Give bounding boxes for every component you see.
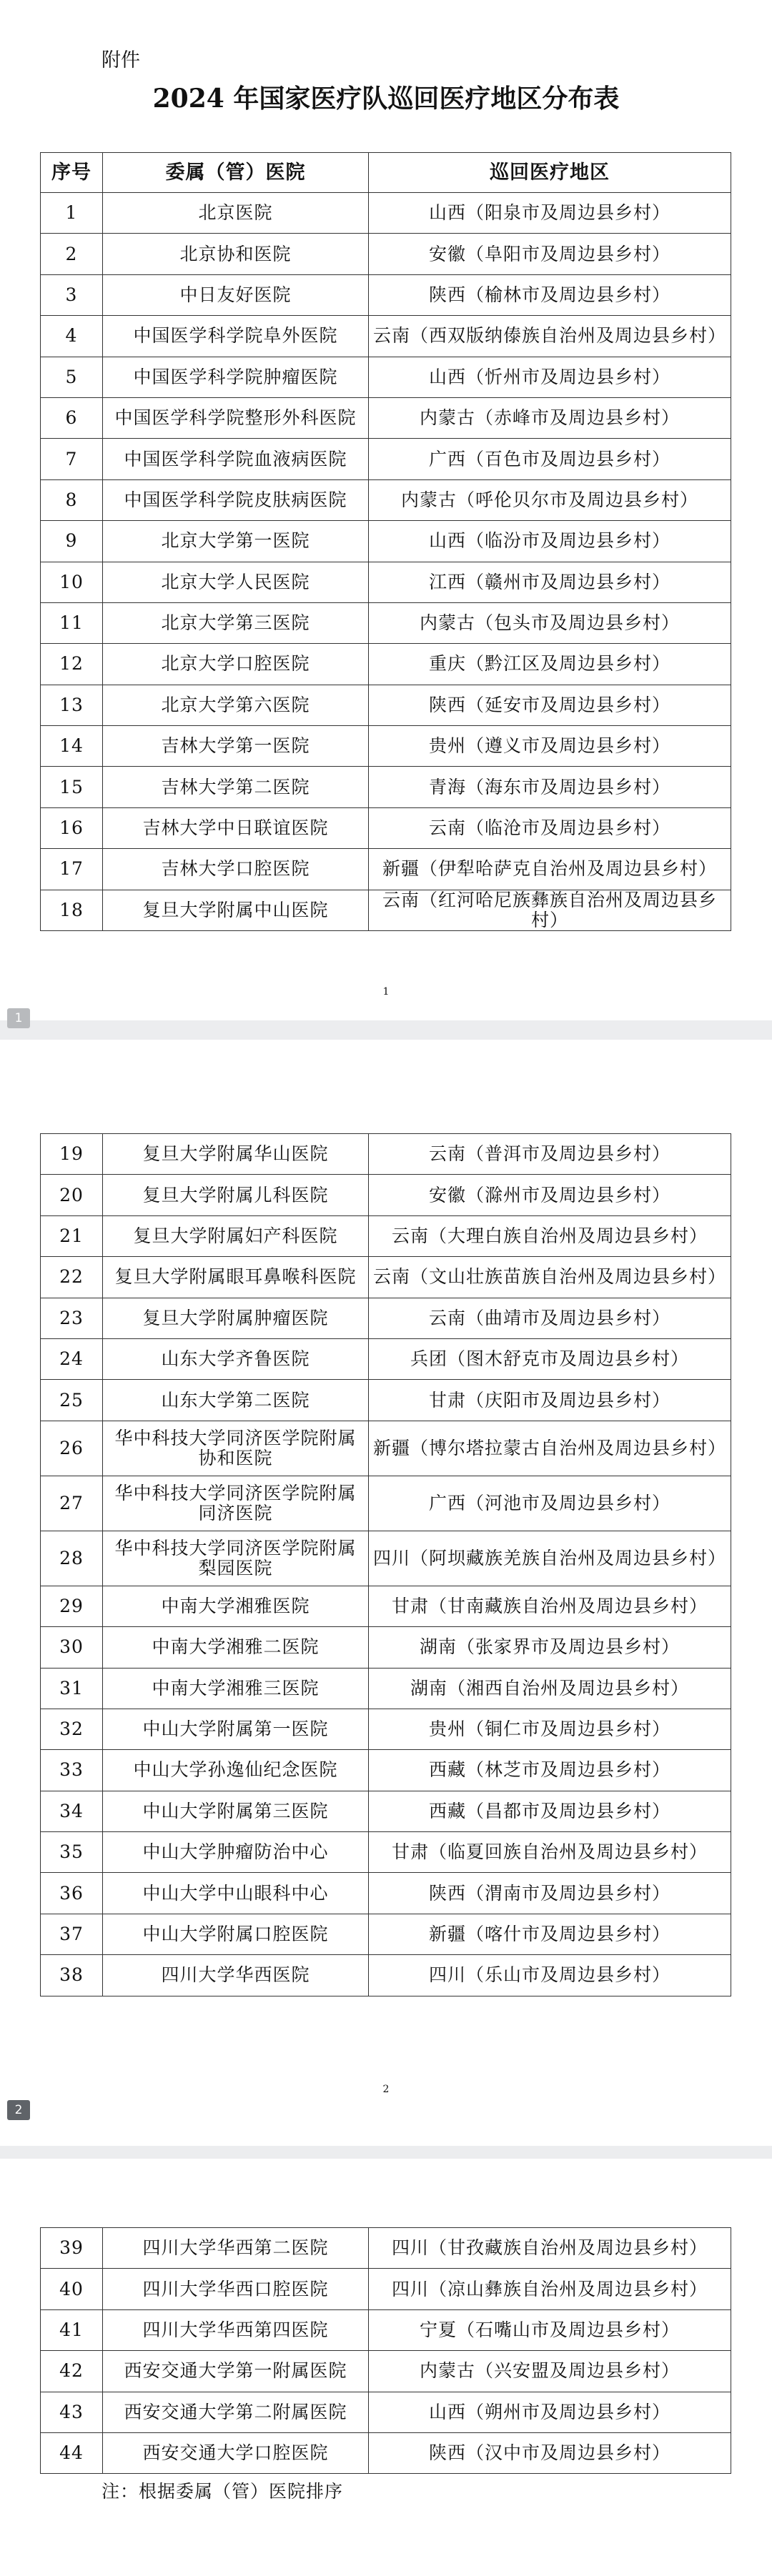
row-region: 湖南（湘西自治州及周边县乡村） — [369, 1668, 731, 1709]
table-row — [41, 397, 731, 438]
table-row — [41, 726, 731, 767]
row-region: 山西（忻州市及周边县乡村） — [369, 357, 731, 397]
row-hospital: 四川大学华西第二医院 — [103, 2228, 369, 2269]
row-hospital: 中南大学湘雅医院 — [103, 1586, 369, 1626]
row-region: 湖南（张家界市及周边县乡村） — [369, 1627, 731, 1668]
table-row — [41, 1709, 731, 1749]
row-region: 内蒙古（呼伦贝尔市及周边县乡村） — [369, 479, 731, 520]
table-row — [41, 357, 731, 397]
table-row — [41, 1627, 731, 1668]
row-region: 山西（朔州市及周边县乡村） — [369, 2392, 731, 2432]
row-region: 陕西（延安市及周边县乡村） — [369, 685, 731, 725]
row-hospital: 山东大学第二医院 — [103, 1380, 369, 1421]
row-region: 青海（海东市及周边县乡村） — [369, 767, 731, 807]
row-index: 7 — [41, 439, 103, 479]
row-index: 23 — [41, 1298, 103, 1338]
row-hospital: 西安交通大学第一附属医院 — [103, 2351, 369, 2392]
row-index: 40 — [41, 2269, 103, 2309]
table-row — [41, 767, 731, 807]
row-region: 广西（河池市及周边县乡村） — [369, 1476, 731, 1531]
table-row — [41, 193, 731, 234]
distribution-table-part-3 — [40, 2227, 731, 2474]
row-hospital: 吉林大学第一医院 — [103, 726, 369, 767]
row-index: 22 — [41, 1257, 103, 1298]
row-region: 江西（赣州市及周边县乡村） — [369, 562, 731, 602]
table-row — [41, 1134, 731, 1175]
row-region: 山西（阳泉市及周边县乡村） — [369, 193, 731, 234]
row-index: 27 — [41, 1476, 103, 1531]
table-row — [41, 316, 731, 357]
row-region: 云南（大理白族自治州及周边县乡村） — [369, 1215, 731, 1256]
row-hospital: 四川大学华西口腔医院 — [103, 2269, 369, 2309]
row-index: 4 — [41, 316, 103, 357]
row-index: 24 — [41, 1338, 103, 1379]
table-row — [41, 1421, 731, 1476]
table-row — [41, 602, 731, 643]
table-row — [41, 644, 731, 685]
table-row — [41, 2269, 731, 2309]
table-row — [41, 807, 731, 848]
table-row — [41, 890, 731, 930]
table-row — [41, 2309, 731, 2350]
row-hospital: 中山大学附属第一医院 — [103, 1709, 369, 1749]
row-region: 内蒙古（兴安盟及周边县乡村） — [369, 2351, 731, 2392]
table-row — [41, 1380, 731, 1421]
row-hospital: 北京大学口腔医院 — [103, 644, 369, 685]
table-row — [41, 521, 731, 562]
row-hospital: 北京大学第三医院 — [103, 602, 369, 643]
table-row — [41, 1955, 731, 1996]
row-hospital: 西安交通大学第二附属医院 — [103, 2392, 369, 2432]
table-row — [41, 1338, 731, 1379]
row-hospital: 北京协和医院 — [103, 234, 369, 274]
attachment-label: 附件 — [102, 49, 140, 71]
row-region: 新疆（伊犁哈萨克自治州及周边县乡村） — [369, 849, 731, 890]
table-note: 注：根据委属（管）医院排序 — [102, 2481, 344, 2502]
row-region: 新疆（喀什市及周边县乡村） — [369, 1914, 731, 1954]
row-region: 陕西（汉中市及周边县乡村） — [369, 2432, 731, 2473]
row-index: 13 — [41, 685, 103, 725]
row-index: 39 — [41, 2228, 103, 2269]
row-hospital: 中南大学湘雅二医院 — [103, 1627, 369, 1668]
row-region: 重庆（黔江区及周边县乡村） — [369, 644, 731, 685]
row-hospital: 北京大学第一医院 — [103, 521, 369, 562]
row-region: 云南（曲靖市及周边县乡村） — [369, 1298, 731, 1338]
row-region: 甘肃（甘南藏族自治州及周边县乡村） — [369, 1586, 731, 1626]
row-hospital: 中国医学科学院肿瘤医院 — [103, 357, 369, 397]
row-region: 贵州（遵义市及周边县乡村） — [369, 726, 731, 767]
row-hospital: 复旦大学附属华山医院 — [103, 1134, 369, 1175]
table-row — [41, 234, 731, 274]
row-index: 6 — [41, 397, 103, 438]
row-index: 9 — [41, 521, 103, 562]
row-hospital: 中国医学科学院皮肤病医院 — [103, 479, 369, 520]
row-region: 宁夏（石嘴山市及周边县乡村） — [369, 2309, 731, 2350]
row-index: 14 — [41, 726, 103, 767]
row-index: 38 — [41, 1955, 103, 1996]
row-hospital: 中山大学附属口腔医院 — [103, 1914, 369, 1954]
row-index: 44 — [41, 2432, 103, 2473]
row-region: 陕西（渭南市及周边县乡村） — [369, 1873, 731, 1914]
row-index: 17 — [41, 849, 103, 890]
table-row — [41, 1215, 731, 1256]
row-hospital: 华中科技大学同济医学院附属梨园医院 — [103, 1531, 369, 1586]
row-region: 四川（阿坝藏族羌族自治州及周边县乡村） — [369, 1531, 731, 1586]
row-region: 云南（临沧市及周边县乡村） — [369, 807, 731, 848]
row-hospital: 复旦大学附属眼耳鼻喉科医院 — [103, 1257, 369, 1298]
row-hospital: 中山大学附属第三医院 — [103, 1791, 369, 1831]
table-row — [41, 2228, 731, 2269]
row-index: 18 — [41, 890, 103, 930]
row-hospital: 中国医学科学院整形外科医院 — [103, 397, 369, 438]
column-header-hospital: 委属（管）医院 — [103, 153, 369, 193]
column-header-index: 序号 — [41, 153, 103, 193]
row-region: 安徽（阜阳市及周边县乡村） — [369, 234, 731, 274]
row-hospital: 复旦大学附属妇产科医院 — [103, 1215, 369, 1256]
row-region: 广西（百色市及周边县乡村） — [369, 439, 731, 479]
table-row — [41, 439, 731, 479]
table-row — [41, 1298, 731, 1338]
row-hospital: 复旦大学附属肿瘤医院 — [103, 1298, 369, 1338]
column-header-region: 巡回医疗地区 — [369, 153, 731, 193]
row-index: 26 — [41, 1421, 103, 1476]
row-index: 29 — [41, 1586, 103, 1626]
table-row — [41, 1175, 731, 1215]
row-region: 四川（甘孜藏族自治州及周边县乡村） — [369, 2228, 731, 2269]
row-index: 32 — [41, 1709, 103, 1749]
table-row — [41, 685, 731, 725]
table-row — [41, 1832, 731, 1873]
row-region: 甘肃（临夏回族自治州及周边县乡村） — [369, 1832, 731, 1873]
table-row — [41, 1791, 731, 1831]
row-index: 3 — [41, 274, 103, 315]
row-index: 19 — [41, 1134, 103, 1175]
page-number: 2 — [382, 2084, 390, 2095]
table-row — [41, 479, 731, 520]
row-hospital: 西安交通大学口腔医院 — [103, 2432, 369, 2473]
row-region: 陕西（榆林市及周边县乡村） — [369, 274, 731, 315]
distribution-table-part-2 — [40, 1133, 731, 1996]
row-region: 云南（西双版纳傣族自治州及周边县乡村） — [369, 316, 731, 357]
row-region: 新疆（博尔塔拉蒙古自治州及周边县乡村） — [369, 1421, 731, 1476]
row-hospital: 华中科技大学同济医学院附属协和医院 — [103, 1421, 369, 1476]
table-row — [41, 562, 731, 602]
table-row — [41, 1257, 731, 1298]
row-region: 贵州（铜仁市及周边县乡村） — [369, 1709, 731, 1749]
row-index: 30 — [41, 1627, 103, 1668]
page-number: 1 — [382, 986, 390, 998]
row-hospital: 华中科技大学同济医学院附属同济医院 — [103, 1476, 369, 1531]
row-index: 2 — [41, 234, 103, 274]
row-region: 内蒙古（包头市及周边县乡村） — [369, 602, 731, 643]
row-index: 37 — [41, 1914, 103, 1954]
row-index: 28 — [41, 1531, 103, 1586]
row-index: 10 — [41, 562, 103, 602]
row-hospital: 中国医学科学院血液病医院 — [103, 439, 369, 479]
row-index: 11 — [41, 602, 103, 643]
row-hospital: 北京大学人民医院 — [103, 562, 369, 602]
table-row — [41, 849, 731, 890]
row-region: 云南（红河哈尼族彝族自治州及周边县乡村） — [369, 890, 731, 930]
page-2 — [0, 1040, 772, 2146]
table-header-row — [41, 153, 731, 193]
table-row — [41, 1531, 731, 1586]
row-index: 33 — [41, 1750, 103, 1791]
row-hospital: 中南大学湘雅三医院 — [103, 1668, 369, 1709]
page-1 — [0, 0, 772, 1025]
row-region: 四川（凉山彝族自治州及周边县乡村） — [369, 2269, 731, 2309]
row-index: 12 — [41, 644, 103, 685]
table-row — [41, 1586, 731, 1626]
table-row — [41, 1873, 731, 1914]
row-region: 安徽（滁州市及周边县乡村） — [369, 1175, 731, 1215]
row-index: 31 — [41, 1668, 103, 1709]
row-hospital: 吉林大学中日联谊医院 — [103, 807, 369, 848]
table-row — [41, 1914, 731, 1954]
row-region: 山西（临汾市及周边县乡村） — [369, 521, 731, 562]
row-hospital: 中山大学孙逸仙纪念医院 — [103, 1750, 369, 1791]
row-region: 甘肃（庆阳市及周边县乡村） — [369, 1380, 731, 1421]
row-hospital: 北京大学第六医院 — [103, 685, 369, 725]
page-3 — [0, 2159, 772, 2576]
row-index: 34 — [41, 1791, 103, 1831]
page-badge[interactable]: 1 — [7, 1008, 30, 1028]
row-hospital: 复旦大学附属儿科医院 — [103, 1175, 369, 1215]
row-index: 43 — [41, 2392, 103, 2432]
row-region: 兵团（图木舒克市及周边县乡村） — [369, 1338, 731, 1379]
distribution-table-part-1 — [40, 152, 731, 931]
row-region: 云南（文山壮族苗族自治州及周边县乡村） — [369, 1257, 731, 1298]
row-index: 42 — [41, 2351, 103, 2392]
row-index: 41 — [41, 2309, 103, 2350]
document-title: 2024 年国家医疗队巡回医疗地区分布表 — [152, 84, 620, 114]
row-index: 20 — [41, 1175, 103, 1215]
row-hospital: 四川大学华西第四医院 — [103, 2309, 369, 2350]
row-hospital: 复旦大学附属中山医院 — [103, 890, 369, 930]
row-index: 21 — [41, 1215, 103, 1256]
row-index: 25 — [41, 1380, 103, 1421]
row-index: 36 — [41, 1873, 103, 1914]
row-index: 8 — [41, 479, 103, 520]
row-hospital: 四川大学华西医院 — [103, 1955, 369, 1996]
table-row — [41, 1668, 731, 1709]
row-hospital: 中日友好医院 — [103, 274, 369, 315]
row-region: 云南（普洱市及周边县乡村） — [369, 1134, 731, 1175]
row-index: 15 — [41, 767, 103, 807]
table-row — [41, 1476, 731, 1531]
page-badge[interactable]: 2 — [7, 2100, 30, 2120]
row-region: 内蒙古（赤峰市及周边县乡村） — [369, 397, 731, 438]
row-hospital: 山东大学齐鲁医院 — [103, 1338, 369, 1379]
row-hospital: 北京医院 — [103, 193, 369, 234]
row-region: 四川（乐山市及周边县乡村） — [369, 1955, 731, 1996]
table-row — [41, 2392, 731, 2432]
row-hospital: 吉林大学口腔医院 — [103, 849, 369, 890]
row-index: 16 — [41, 807, 103, 848]
row-index: 5 — [41, 357, 103, 397]
row-index: 35 — [41, 1832, 103, 1873]
row-index: 1 — [41, 193, 103, 234]
table-row — [41, 2351, 731, 2392]
row-region: 西藏（昌都市及周边县乡村） — [369, 1791, 731, 1831]
row-region: 西藏（林芝市及周边县乡村） — [369, 1750, 731, 1791]
row-hospital: 中国医学科学院阜外医院 — [103, 316, 369, 357]
table-row — [41, 1750, 731, 1791]
row-hospital: 中山大学中山眼科中心 — [103, 1873, 369, 1914]
row-hospital: 吉林大学第二医院 — [103, 767, 369, 807]
row-hospital: 中山大学肿瘤防治中心 — [103, 1832, 369, 1873]
table-row — [41, 274, 731, 315]
table-row — [41, 2432, 731, 2473]
